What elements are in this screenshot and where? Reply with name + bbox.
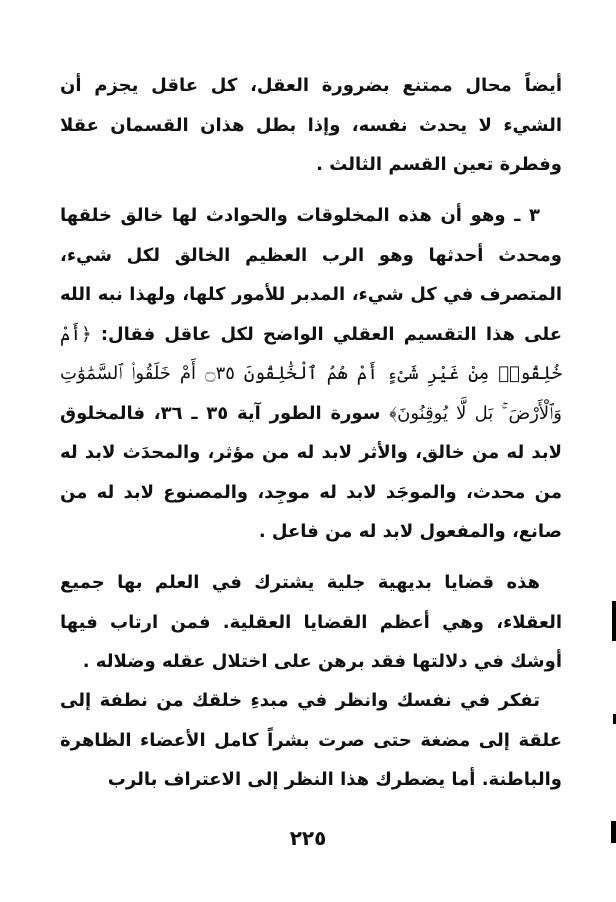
paragraph-1: أيضاً محال ممتنع بضرورة العقل، كل عاقل يجزم أن الشيء لا يحدث نفسه، وإذا بطل هذان القسمان عقلا وفطرة تعين القسم الثالث . [60, 75, 562, 175]
text-block [60, 196, 562, 552]
paragraph-2 [60, 196, 562, 552]
text-block [60, 563, 562, 682]
paragraph-2-conclusion: سورة الطور آية ٣٥ ـ ٣٦، فالمخلوق لابد له من خالق، والأثر لابد له من مؤثر، والمحدَث لابد له من محدث، والموجَد لابد له موجِد، والمصنوع لابد له من صانع، والمفعول لابد له من فاعل . [60, 402, 562, 542]
edge-mark [612, 601, 616, 641]
text-block [60, 681, 562, 800]
page-number: ٢٢٥ [289, 826, 327, 850]
text-block [60, 66, 562, 185]
edge-mark [611, 821, 616, 843]
paragraph-3: هذه قضايا بديهية جلية يشترك في العلم بها جميع العقلاء، وهي أعظم القضايا العقلية. فمن ارتاب فيها أوشك في دلالتها فقد برهن على اختلال عقله وضلاله . [60, 572, 562, 672]
quran-verse: ﴿أَمْ خُلِقُوا۟ مِنْ غَيْرِ شَىْءٍ أَمْ هُمُ ٱلْخَٰلِقُونَ ۝٣٥ أَمْ خَلَقُوا۟ ٱلسَّمَٰوَٰتِ وَٱلْأَرْضَ ۚ بَل لَّا يُوقِنُونَ﴾ [60, 323, 562, 424]
paragraph-2-intro: ٣ ـ وهو أن هذه المخلوقات والحوادث لها خالق خلقها ومحدث أحدثها وهو الرب العظيم الخالق لكل شيء، المتصرف في كل شيء، المدبر للأمور كلها، ولهذا نبه الله على هذا التقسيم العقلي الواضح لكل عاقل فقال: [60, 205, 562, 345]
paragraph-4: تفكر في نفسك وانظر في مبدءِ خلقك من نطفة إلى علقة إلى مضغة حتى صرت بشراً كامل الأعضاء الظاهرة والباطنة. أما يضطرك هذا النظر إلى الاعتراف بالرب [60, 690, 562, 790]
